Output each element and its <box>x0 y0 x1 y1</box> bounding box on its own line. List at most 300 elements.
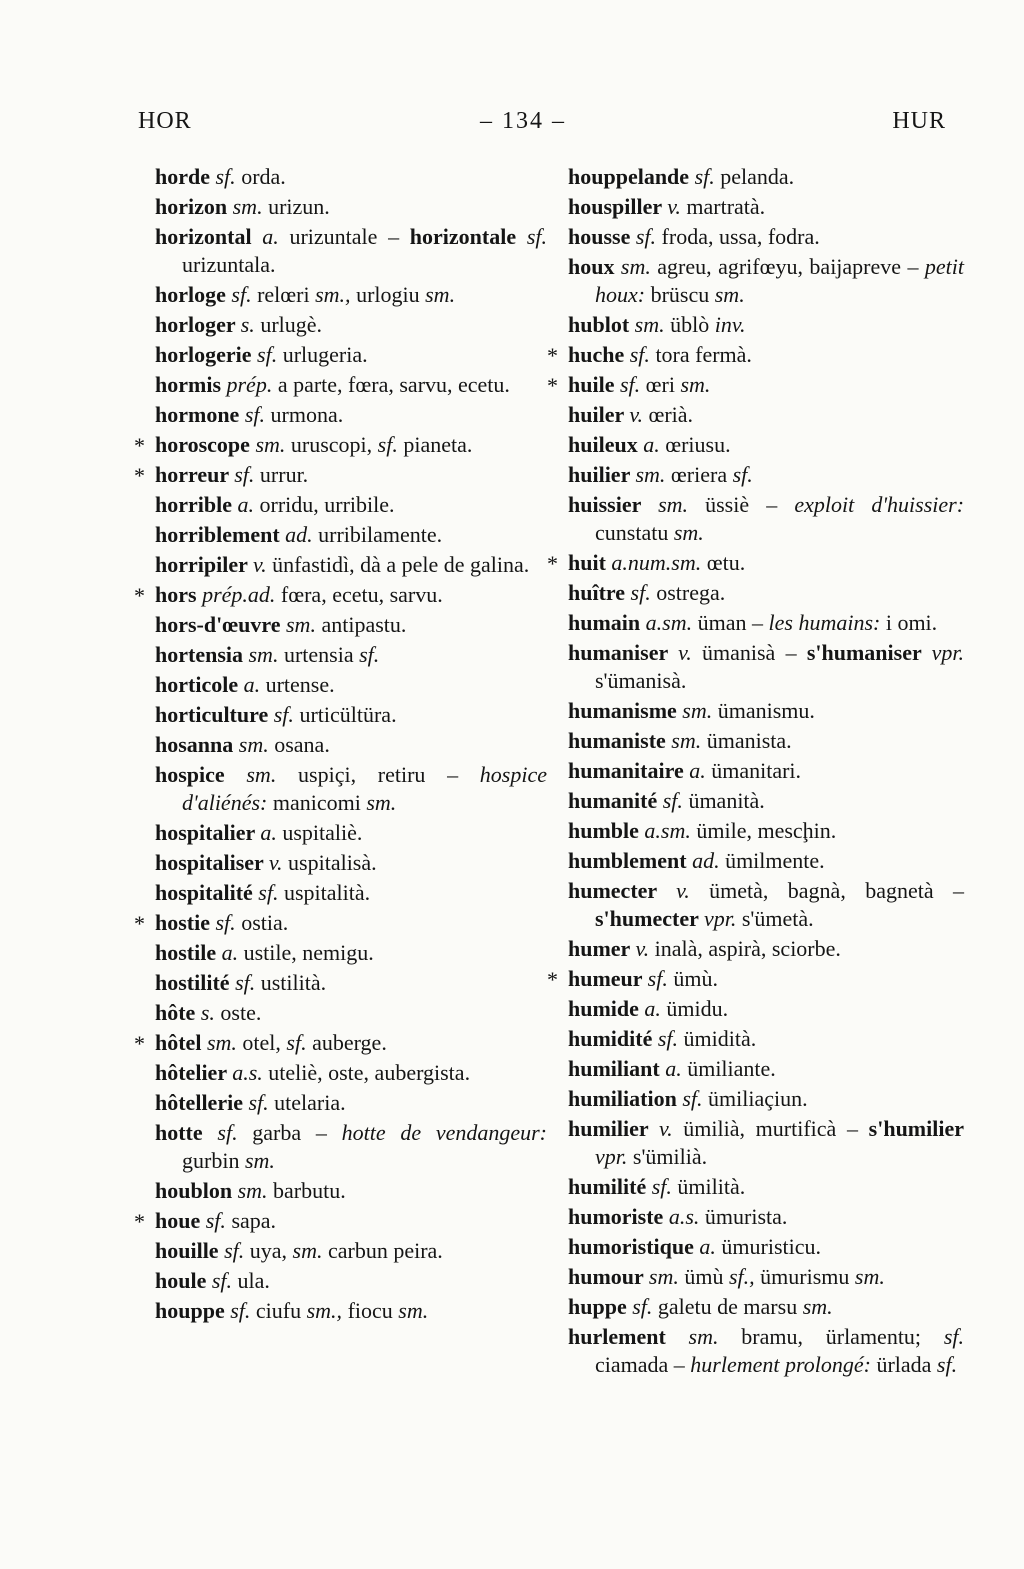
grammar-label: sf. <box>248 1090 275 1115</box>
grammar-label: a. <box>643 432 666 457</box>
grammar-label: hospice d'aliénés: <box>182 762 547 815</box>
grammar-label: sf. <box>205 1208 232 1233</box>
grammar-label: sf. <box>217 1120 253 1145</box>
headword: housse <box>568 224 636 249</box>
dictionary-entry <box>568 609 964 637</box>
translation-text: urizun. <box>268 194 330 219</box>
grammar-label: sf. <box>632 1294 658 1319</box>
headword: humoriste <box>568 1204 669 1229</box>
headword: horlogerie <box>155 342 258 367</box>
asterisk-marker: * <box>134 1031 145 1056</box>
translation-text: garba – <box>252 1120 342 1145</box>
translation-text: ürlada <box>876 1352 937 1377</box>
grammar-label: v. <box>635 936 655 961</box>
grammar-label: sf. <box>629 342 656 367</box>
dictionary-entry <box>155 551 547 579</box>
grammar-label: sm. <box>425 282 456 307</box>
grammar-label: sm. <box>673 520 704 545</box>
headword: horde <box>155 164 216 189</box>
grammar-label: sf. <box>244 402 271 427</box>
dictionary-entry <box>568 1203 964 1231</box>
translation-text: üman – <box>697 610 769 635</box>
headword: huilier <box>568 462 636 487</box>
translation-text: ümanismu. <box>717 698 815 723</box>
dictionary-entry <box>568 401 964 429</box>
translation-text: ümanità. <box>688 788 765 813</box>
translation-text: urrur. <box>259 462 309 487</box>
headword: huiler <box>568 402 630 427</box>
header-guide-word-left: HOR <box>138 108 192 134</box>
headword: hôtellerie <box>155 1090 249 1115</box>
headword: humoristique <box>568 1234 700 1259</box>
grammar-label: prép. <box>226 372 278 397</box>
grammar-label: vpr. <box>931 640 964 665</box>
translation-text: ümiliaçiun. <box>708 1086 808 1111</box>
dictionary-entry <box>155 163 547 191</box>
translation-text: ümurismu <box>760 1264 855 1289</box>
headword: horoscope <box>155 432 256 457</box>
translation-text: antipastu. <box>321 612 407 637</box>
headword: houppe <box>155 1298 231 1323</box>
translation-text: orridu, urribile. <box>259 492 395 517</box>
translation-text: ümù <box>684 1264 729 1289</box>
translation-text: agreu, agrifœyu, baijapreve – <box>657 254 925 279</box>
headword: hormone <box>155 402 245 427</box>
headword: s'humilier <box>868 1116 964 1141</box>
translation-text: ümanitari. <box>711 758 802 783</box>
headword: huissier <box>568 492 659 517</box>
grammar-label: sm., <box>306 1298 348 1323</box>
translation-text: s'ümetà. <box>741 906 814 931</box>
headword: horizontale <box>409 224 527 249</box>
headword: humain <box>568 610 646 635</box>
dictionary-entry <box>568 431 964 459</box>
dictionary-entry <box>568 193 964 221</box>
headword: hôte <box>155 1000 201 1025</box>
grammar-label: sf. <box>662 788 689 813</box>
page-number: – 134 – <box>480 108 566 134</box>
grammar-label: sf. <box>359 642 380 667</box>
grammar-label: sm. <box>635 462 671 487</box>
dictionary-entry <box>568 579 964 607</box>
translation-text: œriusu. <box>665 432 731 457</box>
headword: hostilité <box>155 970 236 995</box>
grammar-label: sm. <box>246 762 299 787</box>
dictionary-entry <box>134 581 547 609</box>
translation-text: ostia. <box>241 910 289 935</box>
grammar-label: sf. <box>257 342 283 367</box>
dictionary-entry <box>547 965 964 993</box>
dictionary-entry <box>134 1207 547 1235</box>
headword: horripiler <box>155 552 253 577</box>
dictionary-entry <box>155 1059 547 1087</box>
headword: hortensia <box>155 642 249 667</box>
dictionary-entry <box>568 1233 964 1261</box>
translation-text: urtensia <box>283 642 360 667</box>
grammar-label: sm. <box>238 732 275 757</box>
grammar-label: prép.ad. <box>202 582 281 607</box>
headword: humour <box>568 1264 649 1289</box>
grammar-label: sm. <box>634 312 671 337</box>
dictionary-entry <box>134 461 547 489</box>
dictionary-entry <box>568 253 964 309</box>
headword: huche <box>568 342 630 367</box>
grammar-label: sm. <box>232 194 269 219</box>
dictionary-entry <box>568 311 964 339</box>
grammar-label: sf. <box>215 910 242 935</box>
dictionary-entry <box>568 757 964 785</box>
left-column <box>134 163 547 1327</box>
translation-text: barbutu. <box>273 1178 346 1203</box>
dictionary-entry <box>547 549 964 577</box>
headword: hotte <box>155 1120 218 1145</box>
dictionary-entry <box>155 641 547 669</box>
dictionary-entry <box>155 311 547 339</box>
translation-text: uya, <box>249 1238 293 1263</box>
headword: hôtelier <box>155 1060 233 1085</box>
asterisk-marker: * <box>547 343 558 368</box>
translation-text: gurbin <box>182 1148 245 1173</box>
translation-text: i omi. <box>885 610 938 635</box>
dictionary-entry <box>155 491 547 519</box>
grammar-label: sm. <box>658 492 706 517</box>
translation-text: ümetà, bagnà, bagnetà – <box>709 878 964 903</box>
translation-text: urlugeria. <box>282 342 368 367</box>
headword: horloger <box>155 312 241 337</box>
dictionary-entry <box>155 401 547 429</box>
translation-text: urticültüra. <box>299 702 397 727</box>
grammar-label: sf. <box>651 1174 678 1199</box>
grammar-label: sm. <box>255 432 291 457</box>
headword: humble <box>568 818 645 843</box>
dictionary-entry <box>568 1085 964 1113</box>
translation-text: ümilmente. <box>725 848 825 873</box>
grammar-label: v. <box>268 850 289 875</box>
headword: huître <box>568 580 631 605</box>
grammar-label: sf. <box>694 164 721 189</box>
grammar-label: sm. <box>688 1324 742 1349</box>
headword: hospitalier <box>155 820 261 845</box>
translation-text: urtense. <box>265 672 335 697</box>
translation-text: uspitalisà. <box>288 850 377 875</box>
translation-text: œrià. <box>648 402 694 427</box>
dictionary-entry <box>155 611 547 639</box>
translation-text: urizuntala. <box>182 252 276 277</box>
translation-text: urlugè. <box>260 312 323 337</box>
asterisk-marker: * <box>134 433 145 458</box>
dictionary-entry <box>568 1025 964 1053</box>
headword: houx <box>568 254 621 279</box>
translation-text: uspiçi, retiru – <box>298 762 480 787</box>
translation-text: ümilià, murtificà – <box>683 1116 869 1141</box>
grammar-label: sf. <box>273 702 300 727</box>
grammar-label: sf. <box>647 966 674 991</box>
grammar-label: sf. <box>224 1238 250 1263</box>
grammar-label: hurlement prolongé: <box>690 1352 877 1377</box>
dictionary-entry <box>568 639 964 695</box>
grammar-label: a.num.sm. <box>611 550 707 575</box>
grammar-label: a. <box>699 1234 722 1259</box>
dictionary-entry <box>155 731 547 759</box>
grammar-label: sf. <box>943 1324 964 1349</box>
translation-text: ümurista. <box>704 1204 788 1229</box>
translation-text: œtu. <box>706 550 746 575</box>
translation-text: martratà. <box>686 194 766 219</box>
headword: houe <box>155 1208 206 1233</box>
translation-text: ümilità. <box>677 1174 746 1199</box>
dictionary-entry <box>568 1263 964 1291</box>
dictionary-entry <box>568 817 964 845</box>
translation-text: manicomi <box>272 790 367 815</box>
grammar-label: petit houx: <box>595 254 964 307</box>
grammar-label: a.sm. <box>644 818 697 843</box>
dictionary-entry <box>155 999 547 1027</box>
headword: humidité <box>568 1026 658 1051</box>
headword: hostile <box>155 940 222 965</box>
grammar-label: s. <box>200 1000 221 1025</box>
grammar-label: sf. <box>635 224 662 249</box>
grammar-label: a.sm. <box>645 610 698 635</box>
dictionary-entry <box>568 877 964 933</box>
header-guide-word-right: HUR <box>892 108 946 134</box>
translation-text: s'ümanisà. <box>595 668 687 693</box>
grammar-label: ad. <box>692 848 726 873</box>
grammar-label: v. <box>252 552 273 577</box>
translation-text: pianeta. <box>403 432 473 457</box>
dictionary-entry <box>134 431 547 459</box>
grammar-label: sm. <box>671 728 707 753</box>
translation-text: osana. <box>274 732 330 757</box>
translation-text: urlogiu <box>356 282 426 307</box>
translation-text: ümuristicu. <box>721 1234 822 1259</box>
asterisk-marker: * <box>134 1209 145 1234</box>
headword: s'humecter <box>595 906 704 931</box>
translation-text: ümanisà – <box>702 640 807 665</box>
headword: humaniser <box>568 640 679 665</box>
translation-text: uspitaliè. <box>282 820 363 845</box>
dictionary-entry <box>155 1237 547 1265</box>
asterisk-marker: * <box>134 583 145 608</box>
grammar-label: sm. <box>802 1294 833 1319</box>
translation-text: ostrega. <box>656 580 726 605</box>
headword: humeur <box>568 966 648 991</box>
grammar-label: v. <box>678 640 702 665</box>
translation-text: pelanda. <box>720 164 795 189</box>
headword: hurlement <box>568 1324 689 1349</box>
dictionary-entry <box>568 461 964 489</box>
dictionary-entry <box>155 371 547 399</box>
dictionary-entry <box>134 909 547 937</box>
grammar-label: sm. <box>680 372 711 397</box>
headword: humide <box>568 996 645 1021</box>
grammar-label: sm. <box>237 1178 274 1203</box>
translation-text: ciufu <box>255 1298 307 1323</box>
headword: hospitaliser <box>155 850 269 875</box>
translation-text: ümidu. <box>666 996 729 1021</box>
grammar-label: a. <box>237 492 260 517</box>
translation-text: uruscopi, <box>290 432 378 457</box>
grammar-label: sf. <box>657 1026 684 1051</box>
grammar-label: sf. <box>732 462 753 487</box>
asterisk-marker: * <box>134 911 145 936</box>
translation-text: ustilità. <box>260 970 327 995</box>
translation-text: oste. <box>220 1000 262 1025</box>
dictionary-entry <box>568 787 964 815</box>
dictionary-entry <box>568 223 964 251</box>
grammar-label: sf. <box>234 462 260 487</box>
grammar-label: sf. <box>230 1298 256 1323</box>
dictionary-entry <box>568 847 964 875</box>
grammar-label: sf. <box>377 432 404 457</box>
translation-text: galetu de marsu <box>657 1294 803 1319</box>
dictionary-entry <box>155 193 547 221</box>
translation-text: orda. <box>241 164 286 189</box>
headword: hublot <box>568 312 635 337</box>
headword: houle <box>155 1268 212 1293</box>
asterisk-marker: * <box>547 551 558 576</box>
dictionary-entry <box>155 1267 547 1295</box>
translation-text: s'ümilià. <box>632 1144 708 1169</box>
grammar-label: a. <box>221 940 244 965</box>
dictionary-entry <box>134 1029 547 1057</box>
grammar-label: a. <box>260 820 283 845</box>
translation-text: auberge. <box>312 1030 387 1055</box>
translation-text: inalà, aspirà, sciorbe. <box>654 936 841 961</box>
headword: humaniste <box>568 728 672 753</box>
translation-text: urizuntale – <box>289 224 410 249</box>
dictionary-entry <box>155 1119 547 1175</box>
translation-text: üblò <box>670 312 715 337</box>
grammar-label: a. <box>262 224 290 249</box>
dictionary-entry <box>155 939 547 967</box>
headword: hospice <box>155 762 247 787</box>
translation-text: ümile, mescḩin. <box>696 818 837 843</box>
headword: hosanna <box>155 732 239 757</box>
translation-text: ümidità. <box>683 1026 757 1051</box>
dictionary-entry <box>155 341 547 369</box>
translation-text: cunstatu <box>595 520 674 545</box>
grammar-label: exploit d'huissier: <box>794 492 965 517</box>
translation-text: urribilamente. <box>318 522 443 547</box>
headword: huileux <box>568 432 644 457</box>
dictionary-entry <box>155 671 547 699</box>
grammar-label: v. <box>629 402 649 427</box>
headword: horriblement <box>155 522 286 547</box>
headword: humblement <box>568 848 693 873</box>
grammar-label: sf. <box>936 1352 958 1377</box>
dictionary-entry <box>155 1297 547 1325</box>
headword: humer <box>568 936 636 961</box>
headword: hôtel <box>155 1030 207 1055</box>
grammar-label: vpr. <box>703 906 742 931</box>
grammar-label: sm. <box>248 642 284 667</box>
translation-text: fiocu <box>347 1298 399 1323</box>
grammar-label: sm., <box>315 282 357 307</box>
headword: huppe <box>568 1294 633 1319</box>
grammar-label: sf. <box>211 1268 238 1293</box>
grammar-label: sm. <box>286 612 322 637</box>
translation-text: ümiliante. <box>687 1056 776 1081</box>
headword: humanité <box>568 788 663 813</box>
grammar-label: a. <box>689 758 712 783</box>
dictionary-entry <box>155 1089 547 1117</box>
grammar-label: a. <box>243 672 266 697</box>
translation-text: froda, ussa, fodra. <box>661 224 820 249</box>
dictionary-entry <box>568 1293 964 1321</box>
headword: houblon <box>155 1178 238 1203</box>
translation-text: œri <box>645 372 681 397</box>
grammar-label: hotte de vendangeur: <box>341 1120 547 1145</box>
headword: horloge <box>155 282 232 307</box>
grammar-label: sm. <box>206 1030 243 1055</box>
grammar-label: sf. <box>619 372 646 397</box>
translation-text: ciamada – <box>595 1352 691 1377</box>
translation-text: ümù. <box>673 966 718 991</box>
headword: horrible <box>155 492 238 517</box>
grammar-label: a. <box>665 1056 688 1081</box>
asterisk-marker: * <box>547 373 558 398</box>
headword: hostie <box>155 910 216 935</box>
translation-text: üssiè – <box>705 492 795 517</box>
grammar-label: sf., <box>728 1264 761 1289</box>
dictionary-entry <box>568 163 964 191</box>
dictionary-entry <box>155 819 547 847</box>
translation-text: a parte, fœra, sarvu, ecetu. <box>277 372 510 397</box>
dictionary-entry <box>568 1173 964 1201</box>
dictionary-entry <box>155 701 547 729</box>
grammar-label: sf. <box>215 164 242 189</box>
translation-text: bramu, ürlamentu; <box>741 1324 944 1349</box>
translation-text: ünfastidì, dà a pele de galina. <box>272 552 530 577</box>
grammar-label: v. <box>658 1116 684 1141</box>
grammar-label: sf. <box>258 880 284 905</box>
grammar-label: sm. <box>714 282 745 307</box>
grammar-label: v. <box>676 878 710 903</box>
headword: humanitaire <box>568 758 690 783</box>
dictionary-entry <box>155 1177 547 1205</box>
grammar-label: a.s. <box>668 1204 705 1229</box>
translation-text: œriera <box>670 462 733 487</box>
headword: horizon <box>155 194 233 219</box>
headword: humiliation <box>568 1086 683 1111</box>
dictionary-entry <box>568 1115 964 1171</box>
headword: humecter <box>568 878 677 903</box>
dictionary-entry <box>155 761 547 817</box>
headword: horticulture <box>155 702 274 727</box>
dictionary-entry <box>568 1055 964 1083</box>
headword: huile <box>568 372 620 397</box>
headword: hors <box>155 582 203 607</box>
translation-text: brüscu <box>650 282 715 307</box>
headword: horticole <box>155 672 244 697</box>
grammar-label: sf. <box>630 580 657 605</box>
dictionary-entry <box>568 995 964 1023</box>
translation-text: sapa. <box>231 1208 277 1233</box>
headword: humilier <box>568 1116 659 1141</box>
translation-text: ustile, nemigu. <box>243 940 374 965</box>
grammar-label: sm. <box>854 1264 885 1289</box>
headword: houspiller <box>568 194 668 219</box>
page-header <box>138 108 950 140</box>
headword: s'humaniser <box>806 640 932 665</box>
dictionary-entry <box>155 849 547 877</box>
grammar-label: vpr. <box>595 1144 633 1169</box>
grammar-label: sm. <box>682 698 718 723</box>
asterisk-marker: * <box>547 967 558 992</box>
headword: humilité <box>568 1174 652 1199</box>
grammar-label: v. <box>667 194 687 219</box>
headword: horizontal <box>155 224 263 249</box>
